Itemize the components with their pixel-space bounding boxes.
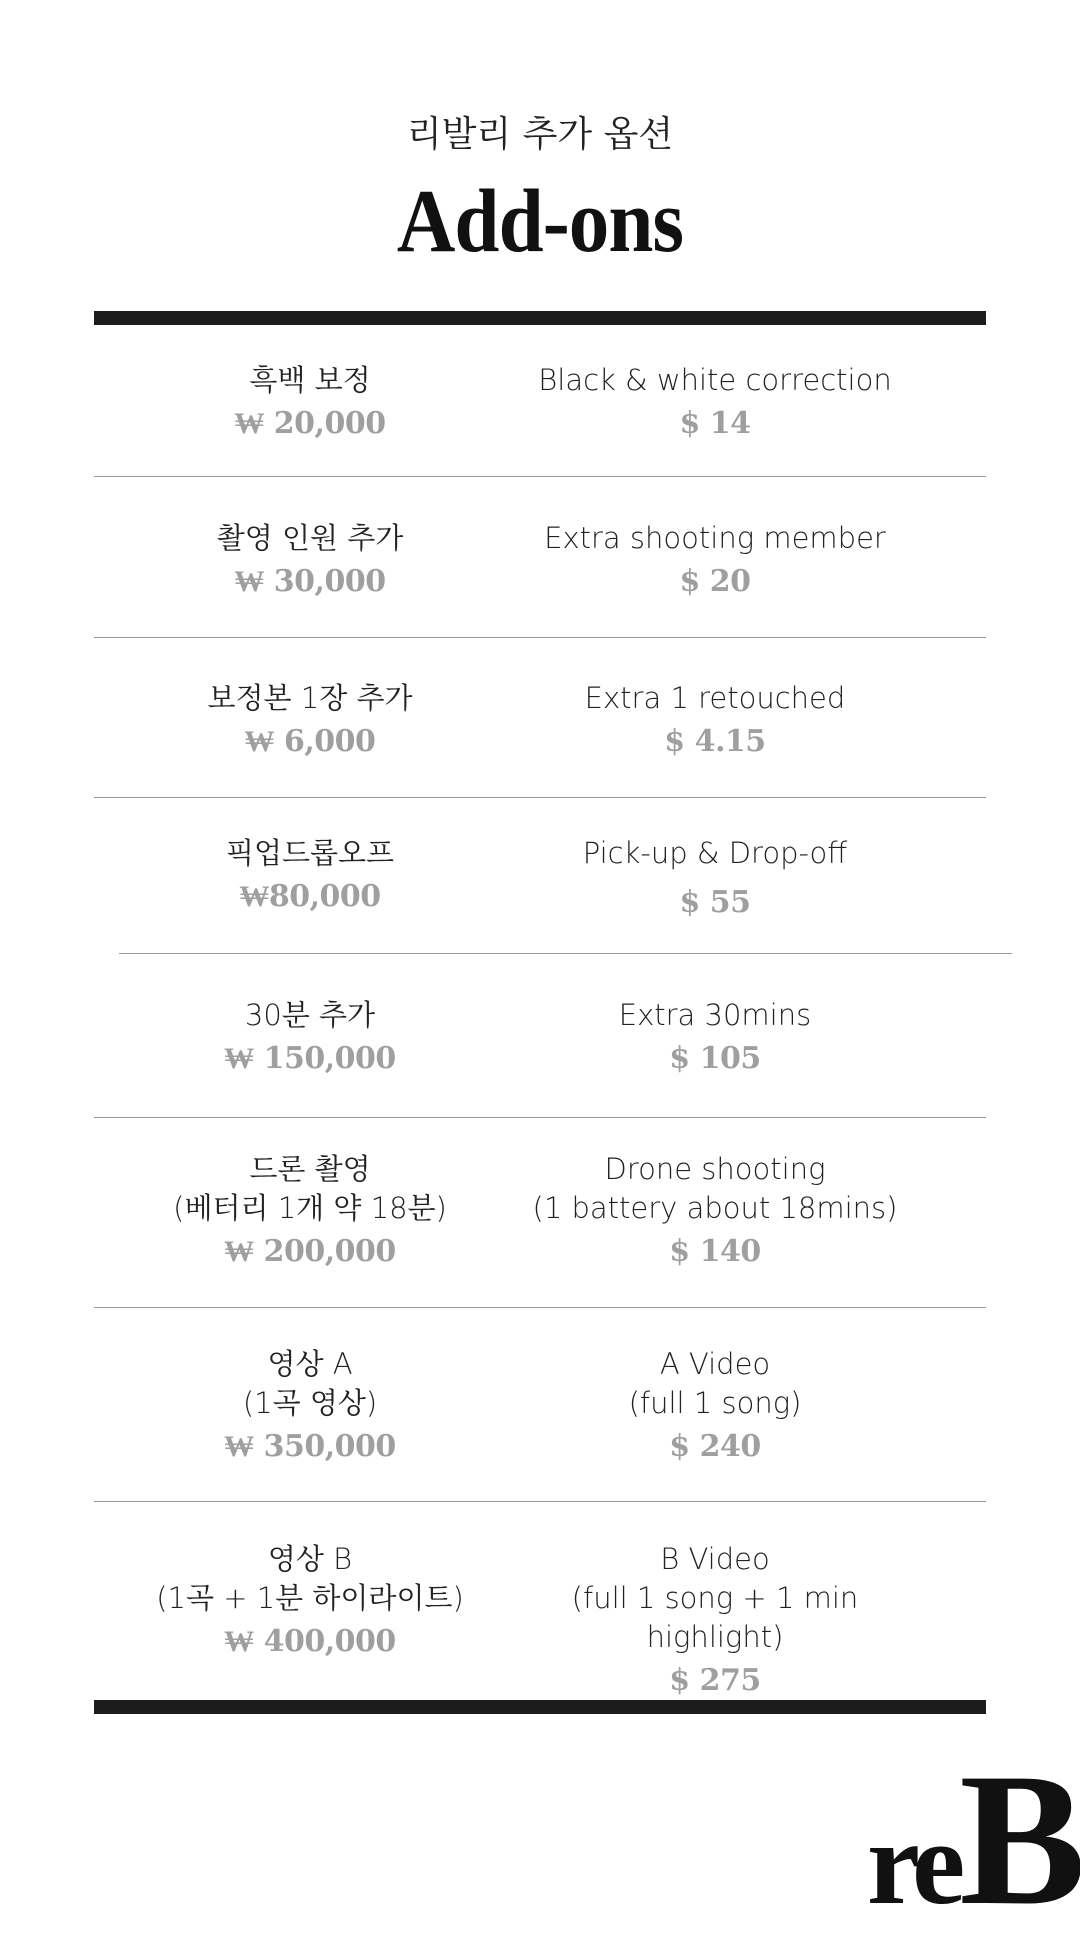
price-krw: ₩ 20,000 (234, 406, 386, 441)
price-krw: ₩ 200,000 (224, 1234, 396, 1269)
option-row-5-ko (110, 996, 510, 1078)
row-divider (94, 797, 986, 798)
bottom-thick-divider (94, 1700, 986, 1714)
price-krw: ₩ 150,000 (224, 1041, 396, 1076)
option-label-ko: 드론 촬영 (249, 1152, 371, 1186)
option-row-3-ko (110, 679, 510, 761)
row-divider (94, 1117, 986, 1118)
price-usd: $ 105 (669, 1041, 761, 1076)
row-divider (119, 953, 1012, 954)
option-row-2-en (515, 519, 915, 601)
price-usd: $ 55 (679, 885, 751, 920)
option-label-en: Pick-up & Drop-off (582, 836, 848, 870)
price-usd: $ 4.15 (664, 724, 766, 759)
price-usd: $ 240 (669, 1429, 761, 1464)
price-usd: $ 275 (669, 1663, 761, 1698)
option-row-6-ko (110, 1150, 510, 1271)
option-row-1-en (515, 361, 915, 443)
option-row-7-ko (110, 1345, 510, 1466)
option-label-en: Extra 30mins (618, 998, 812, 1032)
brand-logo (866, 1735, 1080, 1958)
logo-part-2: B (959, 1735, 1080, 1945)
option-row-8-ko (110, 1540, 510, 1661)
option-label-en: Drone shooting (604, 1152, 826, 1186)
option-label-ko: 촬영 인원 추가 (216, 521, 404, 555)
option-note-en: (1 battery about 18mins) (532, 1191, 898, 1225)
option-label-en: Extra shooting member (544, 521, 886, 555)
option-row-4-ko (110, 834, 510, 916)
price-usd: $ 140 (669, 1234, 761, 1269)
row-divider (94, 1501, 986, 1502)
price-krw: ₩ 400,000 (224, 1624, 396, 1659)
option-label-ko: 보정본 1장 추가 (207, 681, 413, 715)
option-label-en: Extra 1 retouched (584, 681, 846, 715)
option-label-ko: 영상 A (267, 1347, 353, 1381)
option-label-ko: 흑백 보정 (249, 363, 371, 397)
option-label-en: Black & white correction (538, 363, 892, 397)
row-divider (94, 476, 986, 477)
price-krw: ₩80,000 (239, 879, 381, 914)
option-note-ko: (1곡 + 1분 하이라이트) (156, 1581, 464, 1615)
price-krw: ₩ 6,000 (244, 724, 376, 759)
page-subtitle: 리발리 추가 옵션 (406, 114, 674, 155)
price-krw: ₩ 30,000 (234, 564, 386, 599)
option-label-en: B Video (660, 1542, 770, 1576)
option-note-en: (full 1 song + 1 min highlight) (571, 1581, 859, 1654)
option-row-4-en (515, 834, 915, 922)
option-note-en: (full 1 song) (628, 1386, 802, 1420)
option-label-en: A Video (659, 1347, 771, 1381)
price-usd: $ 20 (679, 564, 751, 599)
top-thick-divider (94, 311, 986, 325)
option-label-ko: 영상 B (267, 1542, 353, 1576)
option-note-ko: (베터리 1개 약 18분) (173, 1191, 447, 1225)
option-row-5-en (515, 996, 915, 1078)
price-usd: $ 14 (679, 406, 751, 441)
row-divider (94, 1307, 986, 1308)
option-note-ko: (1곡 영상) (242, 1386, 378, 1420)
option-row-1-ko (110, 361, 510, 443)
option-row-8-en (515, 1540, 915, 1700)
option-label-ko: 픽업드롭오프 (225, 836, 395, 870)
option-row-2-ko (110, 519, 510, 601)
option-row-6-en (515, 1150, 915, 1271)
logo-part-1: re (866, 1796, 960, 1929)
row-divider (94, 637, 986, 638)
option-row-7-en (515, 1345, 915, 1466)
option-row-3-en (515, 679, 915, 761)
option-label-ko: 30분 추가 (244, 998, 376, 1032)
page-title: Add-ons (396, 172, 684, 271)
price-krw: ₩ 350,000 (224, 1429, 396, 1464)
